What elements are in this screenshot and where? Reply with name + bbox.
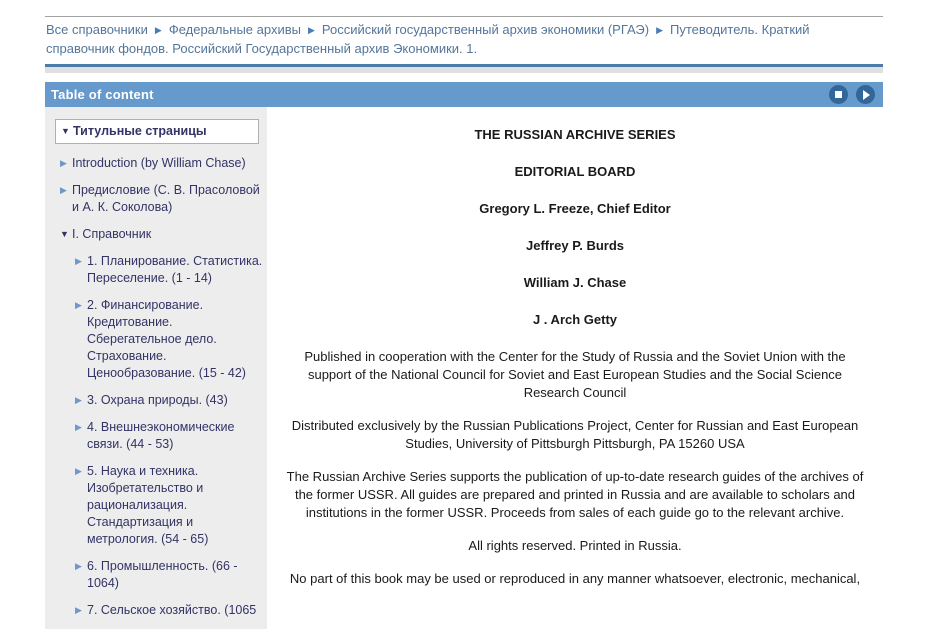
toc-item[interactable] [75,558,263,592]
chevron-right-icon[interactable]: ▶ [60,185,67,195]
breadcrumb-separator-icon: ▶ [656,25,663,35]
toc-item-label: Introduction (by William Chase) [72,156,246,170]
toc-item[interactable] [60,182,263,216]
toc-item[interactable] [75,419,263,453]
content-heading: J . Arch Getty [532,312,618,327]
chevron-right-icon[interactable]: ▶ [75,561,82,571]
chevron-right-icon[interactable]: ▶ [75,300,82,310]
content-paragraph: All rights reserved. Printed in Russia. [468,538,682,553]
collapse-panel-button[interactable] [829,85,848,104]
chevron-down-icon[interactable]: ▼ [60,229,69,239]
breadcrumb-link[interactable]: Все справочники [46,22,148,37]
toc-item-label: 5. Наука и техника. Изобретательство и рационализация. Стандартизация и метрология. (54 - 65) [87,464,209,546]
chevron-down-icon[interactable]: ▼ [61,126,70,136]
next-page-button[interactable] [856,85,875,104]
content-paragraph: Published in cooperation with the Center for the Study of Russia and the Soviet Union with the support of the National Council for Soviet and East European Studies and the Social Science Research Council [304,349,846,400]
toc-item[interactable] [60,226,263,243]
panel-header [45,82,883,107]
toc-item-label: Титульные страницы [73,124,207,138]
toc-item-label: I. Справочник [72,227,152,241]
panel-title: Table of content [51,87,154,102]
toc-item[interactable] [75,297,263,382]
breadcrumb [45,17,883,64]
content-heading: Jeffrey P. Burds [525,238,625,253]
toc-item-label: 4. Внешнеэкономические связи. (44 - 53) [87,420,235,451]
toc-item-label: 1. Планирование. Статистика. Переселение. (1 - 14) [87,254,263,285]
toc-item[interactable] [75,253,263,287]
toc-item-label: 3. Охрана природы. (43) [87,393,228,407]
chevron-right-icon[interactable]: ▶ [75,422,82,432]
toc-item[interactable] [60,155,263,172]
toc-item[interactable] [55,119,259,144]
content-area [267,107,883,629]
content-paragraph: No part of this book may be used or reproduced in any manner whatsoever, electronic, mechanical, [289,571,861,586]
chevron-right-icon[interactable]: ▶ [75,256,82,266]
panel-controls [829,85,877,104]
chevron-right-icon[interactable]: ▶ [75,466,82,476]
toc-item-label: 6. Промышленность. (66 - 1064) [87,559,238,590]
chevron-right-icon[interactable]: ▶ [60,158,67,168]
toc-item-label: Предисловие (С. В. Прасоловой и А. К. Соколова) [72,183,260,214]
content-heading: EDITORIAL BOARD [514,164,636,179]
content-heading: William J. Chase [523,275,627,290]
play-arrow-icon [863,90,870,100]
page [0,16,935,617]
spacer [45,73,883,82]
toc-item[interactable] [75,392,263,409]
breadcrumb-link[interactable]: Российский государственный архив экономики (РГАЭ) [321,22,650,37]
content-heading: THE RUSSIAN ARCHIVE SERIES [474,127,676,142]
breadcrumb-separator-icon: ▶ [307,25,315,35]
breadcrumb-link[interactable]: Федеральные архивы [168,22,301,37]
toc-item-label: 2. Финансирование. Кредитование. Сберегательное дело. Страхование. Ценообразование. (15 - 42) [87,298,246,380]
stop-square-icon [835,91,842,98]
chevron-right-icon[interactable]: ▶ [75,605,82,615]
breadcrumb-current: Путеводитель. Краткий справочник фондов. Российский Государственный архив Экономики. 1. [46,22,810,56]
toc-item[interactable] [75,602,263,619]
toc-sidebar [45,107,267,629]
breadcrumb-separator-icon: ▶ [154,25,162,35]
content-paragraph: Distributed exclusively by the Russian Publications Project, Center for Russian and East European Studies, University of Pittsburgh Pittsburgh, PA 15260 USA [291,418,859,451]
content-paragraph: The Russian Archive Series supports the publication of up-to-date research guides of the archives of the former USSR. All guides are prepared and printed in Russia and are available to scholars and institutions in the former USSR. Proceeds from sales of each guide go to the relevant archive. [286,469,864,520]
toc-item-label: 7. Сельское хозяйство. (1065 [87,603,257,617]
content-heading: Gregory L. Freeze, Chief Editor [479,201,671,216]
toc-item[interactable] [75,463,263,548]
chevron-right-icon[interactable]: ▶ [75,395,82,405]
